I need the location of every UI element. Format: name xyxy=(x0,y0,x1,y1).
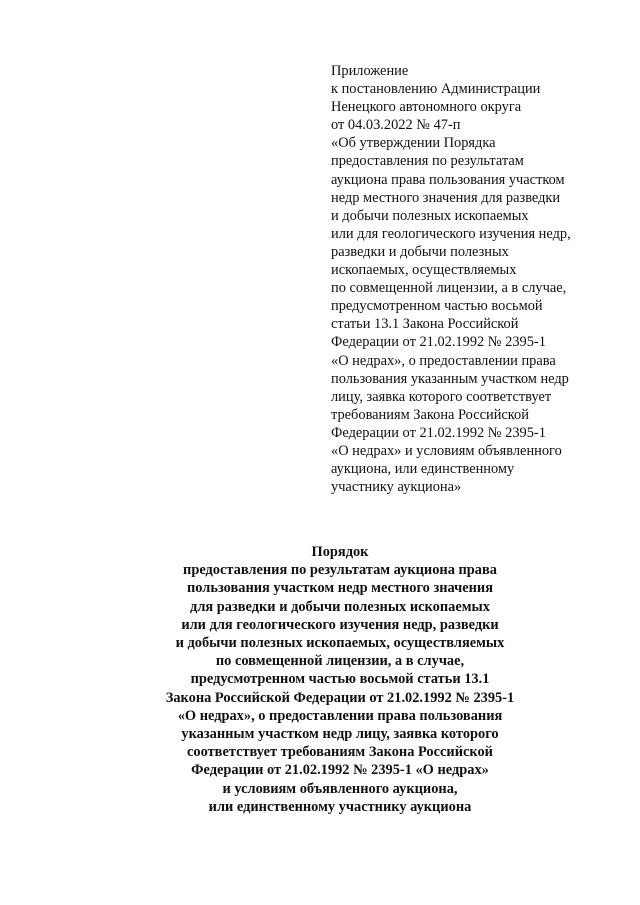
appendix-line: предусмотренном частью восьмой xyxy=(331,298,543,315)
appendix-line: участнику аукциона» xyxy=(331,479,462,496)
appendix-line: к постановлению Администрации xyxy=(331,81,541,98)
appendix-line: лицу, заявка которого соответствует xyxy=(331,388,552,405)
appendix-line: статьи 13.1 Закона Российской xyxy=(331,316,519,333)
appendix-line: ископаемых, осуществляемых xyxy=(331,262,517,279)
title-line: предоставления по результатам аукциона права xyxy=(183,562,497,579)
appendix-block xyxy=(331,62,631,496)
appendix-line: разведки и добычи полезных xyxy=(331,243,509,260)
title-line: предусмотренном частью восьмой статьи 13.1 xyxy=(190,671,490,688)
appendix-line: или для геологического изучения недр, xyxy=(331,225,571,242)
appendix-line: аукциона права пользования участком xyxy=(331,171,565,188)
document-title-block xyxy=(0,543,640,816)
title-line: или единственному участнику аукциона xyxy=(208,798,472,815)
appendix-line: предоставления по результатам xyxy=(331,153,524,170)
title-line: или для геологического изучения недр, разведки xyxy=(181,616,499,633)
title-line: и условиям объявленного аукциона, xyxy=(222,780,458,797)
appendix-line: аукциона, или единственному xyxy=(331,461,515,478)
title-line: соответствует требованиям Закона Российской xyxy=(187,744,493,761)
title-line: указанным участком недр лицу, заявка которого xyxy=(181,726,499,743)
title-line: и добычи полезных ископаемых, осуществляемых xyxy=(175,635,505,652)
appendix-line: Федерации от 21.02.1992 № 2395-1 xyxy=(331,424,546,441)
appendix-line: Приложение xyxy=(331,63,409,79)
title-line: Федерации от 21.02.1992 № 2395-1 «О недрах» xyxy=(191,762,489,779)
title-line: пользования участком недр местного значения xyxy=(186,580,494,597)
appendix-line: требованиям Закона Российской xyxy=(331,406,529,423)
title-line: «О недрах», о предоставлении права пользования xyxy=(177,707,503,724)
document-title: Порядок xyxy=(311,544,369,560)
appendix-line: недр местного значения для разведки xyxy=(331,189,561,206)
appendix-line: по совмещенной лицензии, а в случае, xyxy=(331,280,567,297)
appendix-line: и добычи полезных ископаемых xyxy=(331,207,529,224)
title-line: для разведки и добычи полезных ископаемых xyxy=(190,598,490,615)
appendix-line: «Об утверждении Порядка xyxy=(331,135,496,152)
appendix-line: «О недрах», о предоставлении права xyxy=(331,352,556,369)
appendix-line: Федерации от 21.02.1992 № 2395-1 xyxy=(331,334,546,351)
appendix-line: пользования указанным участком недр xyxy=(331,370,569,387)
appendix-line: «О недрах» и условиям объявленного xyxy=(331,442,562,459)
title-line: Закона Российской Федерации от 21.02.1992 № 2395-1 xyxy=(165,689,515,706)
appendix-line: Ненецкого автономного округа xyxy=(331,99,522,116)
title-line: по совмещенной лицензии, а в случае, xyxy=(215,653,465,670)
appendix-line: от 04.03.2022 № 47-п xyxy=(331,117,461,134)
